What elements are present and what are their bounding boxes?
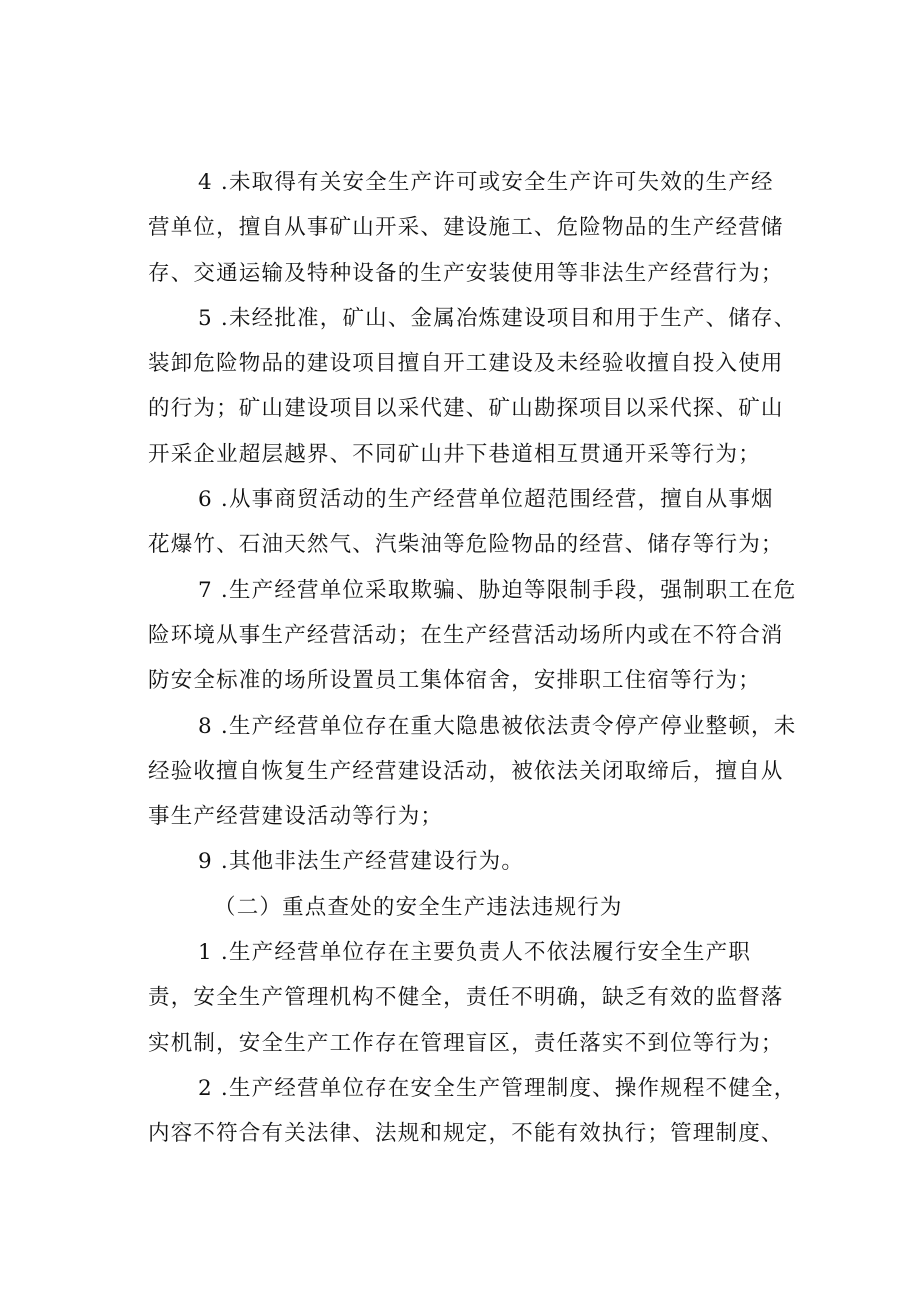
- paragraph-item-8: [148, 704, 808, 840]
- text-line: 防安全标准的场所设置员工集体宿舍，安排职工住宿等行为；: [148, 668, 761, 694]
- text-line: 4 .未取得有关安全生产许可或安全生产许可失效的生产经: [198, 170, 774, 195]
- text-line: 经验收擅自恢复生产经营建设活动，被依法关闭取缔后，擅自从: [148, 758, 784, 784]
- text-line: 2 .生产经营单位存在安全生产管理制度、操作规程不健全，: [198, 1075, 797, 1101]
- text-line: 的行为；矿山建设项目以采代建、矿山勘探项目以采代探、矿山: [148, 396, 784, 422]
- document-body: [148, 160, 808, 1157]
- text-line: 开采企业超层越界、不同矿山井下巷道相互贯通开采等行为；: [148, 441, 761, 467]
- text-line: 7 .生产经营单位采取欺骗、胁迫等限制手段，强制职工在危: [198, 577, 797, 603]
- text-line: 5 .未经批准，矿山、金属冶炼建设项目和用于生产、储存、: [198, 305, 797, 331]
- text-line: 花爆竹、石油天然气、汽柴油等危险物品的经营、储存等行为；: [148, 532, 784, 558]
- paragraph-section-item-1: [148, 930, 808, 1066]
- text-line: 装卸危险物品的建设项目擅自开工建设及未经验收擅自投入使用: [148, 351, 784, 377]
- paragraph-item-5: [148, 296, 808, 477]
- text-line: 事生产经营建设活动等行为；: [148, 804, 444, 830]
- paragraph-section-item-2: [148, 1066, 808, 1157]
- paragraph-item-7: [148, 568, 808, 704]
- text-line: 营单位，擅自从事矿山开采、建设施工、危险物品的生产经营储: [148, 215, 784, 241]
- paragraph-item-4: [148, 160, 808, 296]
- text-line: 存、交通运输及特种设备的生产安装使用等非法生产经营行为；: [148, 260, 784, 286]
- text-line: 险环境从事生产经营活动；在生产经营活动场所内或在不符合消: [148, 622, 784, 648]
- paragraph-item-6: [148, 477, 808, 568]
- paragraph-item-9: [148, 839, 808, 884]
- section-heading-text: （二）重点查处的安全生产违法违规行为: [214, 894, 623, 920]
- text-line: 8 .生产经营单位存在重大隐患被依法责令停产停业整顿，未: [198, 713, 797, 739]
- text-line: 6 .从事商贸活动的生产经营单位超范围经营，擅自从事烟: [198, 487, 774, 513]
- text-line: 责，安全生产管理机构不健全，责任不明确，缺乏有效的监督落: [148, 985, 784, 1011]
- text-line: 内容不符合有关法律、法规和规定，不能有效执行；管理制度、: [148, 1121, 784, 1147]
- text-line: 实机制，安全生产工作存在管理盲区，责任落实不到位等行为；: [148, 1030, 784, 1056]
- text-line: 9 .其他非法生产经营建设行为。: [198, 849, 525, 875]
- section-heading: [148, 885, 808, 930]
- text-line: 1 .生产经营单位存在主要负责人不依法履行安全生产职: [198, 940, 752, 966]
